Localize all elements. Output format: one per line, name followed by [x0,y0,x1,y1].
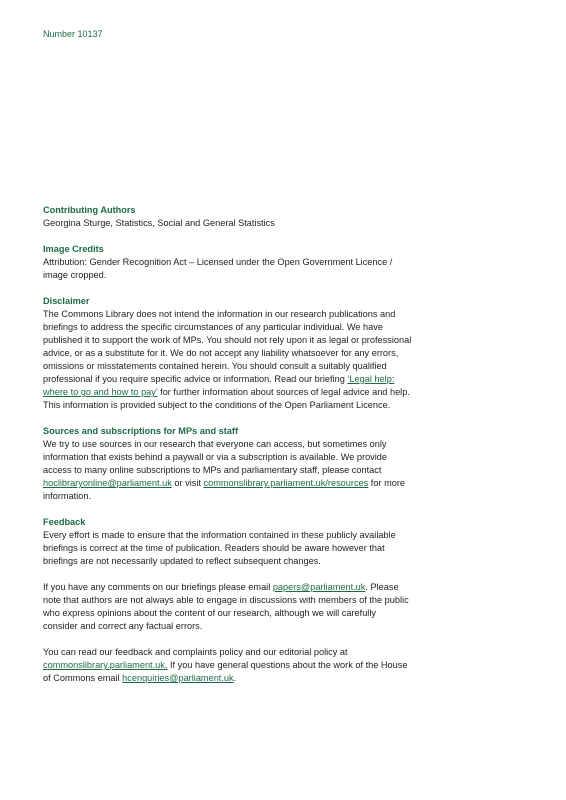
feedback-section [43,516,413,685]
feedback-paragraph-1: Every effort is made to ensure that the information contained in these publicly available briefings is correct at the time of publication. Readers should be aware however that briefings are not necessarily updated to reflect subsequent changes. [43,530,396,566]
disclaimer-text-end: for further information about sources of legal advice and help. This information is provided subject to the conditions of the Open Parliament Licence. [43,387,410,410]
resources-link[interactable]: commonslibrary.parliament.uk/resources [203,478,369,488]
papers-email-link[interactable]: papers@parliament.uk [272,582,366,592]
feedback-paragraph-3 [43,646,413,685]
credits-content [43,204,413,698]
feedback-p3-text-middle: If you have general questions about the work of the House of Commons email [43,660,408,683]
disclaimer-heading: Disclaimer [43,296,90,306]
image-credits-heading: Image Credits [43,244,104,254]
sources-text-middle: or visit [171,478,204,488]
legal-help-briefing-link[interactable]: ‘Legal help: where to go and how to pay’ [43,374,395,397]
feedback-heading: Feedback [43,517,86,527]
disclaimer-section [43,295,413,412]
feedback-paragraph-2 [43,581,413,633]
sources-text-end: for more information. [43,478,406,501]
contributing-authors-heading: Contributing Authors [43,205,136,215]
sources-text-start: We try to use sources in our research that everyone can access, but sometimes only information that exists behind a paywall or via a subscription is available. We provide access to many online subscriptions to MPs and parliamentary staff, please contact [43,439,388,475]
briefing-number: Number 10137 [43,29,103,39]
contributing-authors-section [43,204,413,230]
feedback-p2-text-start: If you have any comments on our briefings please email [43,582,273,592]
commons-library-link[interactable]: commonslibrary.parliament.uk. [43,660,168,670]
sources-section [43,425,413,503]
feedback-p3-text-end: . [233,673,237,683]
sources-heading: Sources and subscriptions for MPs and staff [43,426,239,436]
disclaimer-text-start: The Commons Library does not intend the information in our research publications and briefings to address the specific circumstances of any particular individual. We have published it to support the work of MPs. You should not rely upon it as legal or professional advice, or as a substitute for it. We do not accept any liability whatsoever for any errors, omissions or misstatements contained herein. You should consult a suitably qualified professional if you require specific advice or information. Read our briefing [43,309,412,384]
image-credits-text: Attribution: Gender Recognition Act – Licensed under the Open Government Licence / image cropped. [43,257,393,280]
feedback-p2-text-end: . Please note that authors are not always able to engage in discussions with members of the public who express opinions about the content of our research, although we will carefully consider and correct any factual errors. [43,582,409,631]
hoclibraryonline-email-link[interactable]: hoclibraryonline@parliament.uk [43,478,172,488]
image-credits-section [43,243,413,282]
hcenquiries-email-link[interactable]: hcenquiries@parliament.uk [122,673,234,683]
contributing-authors-text: Georgina Sturge, Statistics, Social and General Statistics [43,218,275,228]
feedback-p3-text-start: You can read our feedback and complaints policy and our editorial policy at [43,647,348,657]
